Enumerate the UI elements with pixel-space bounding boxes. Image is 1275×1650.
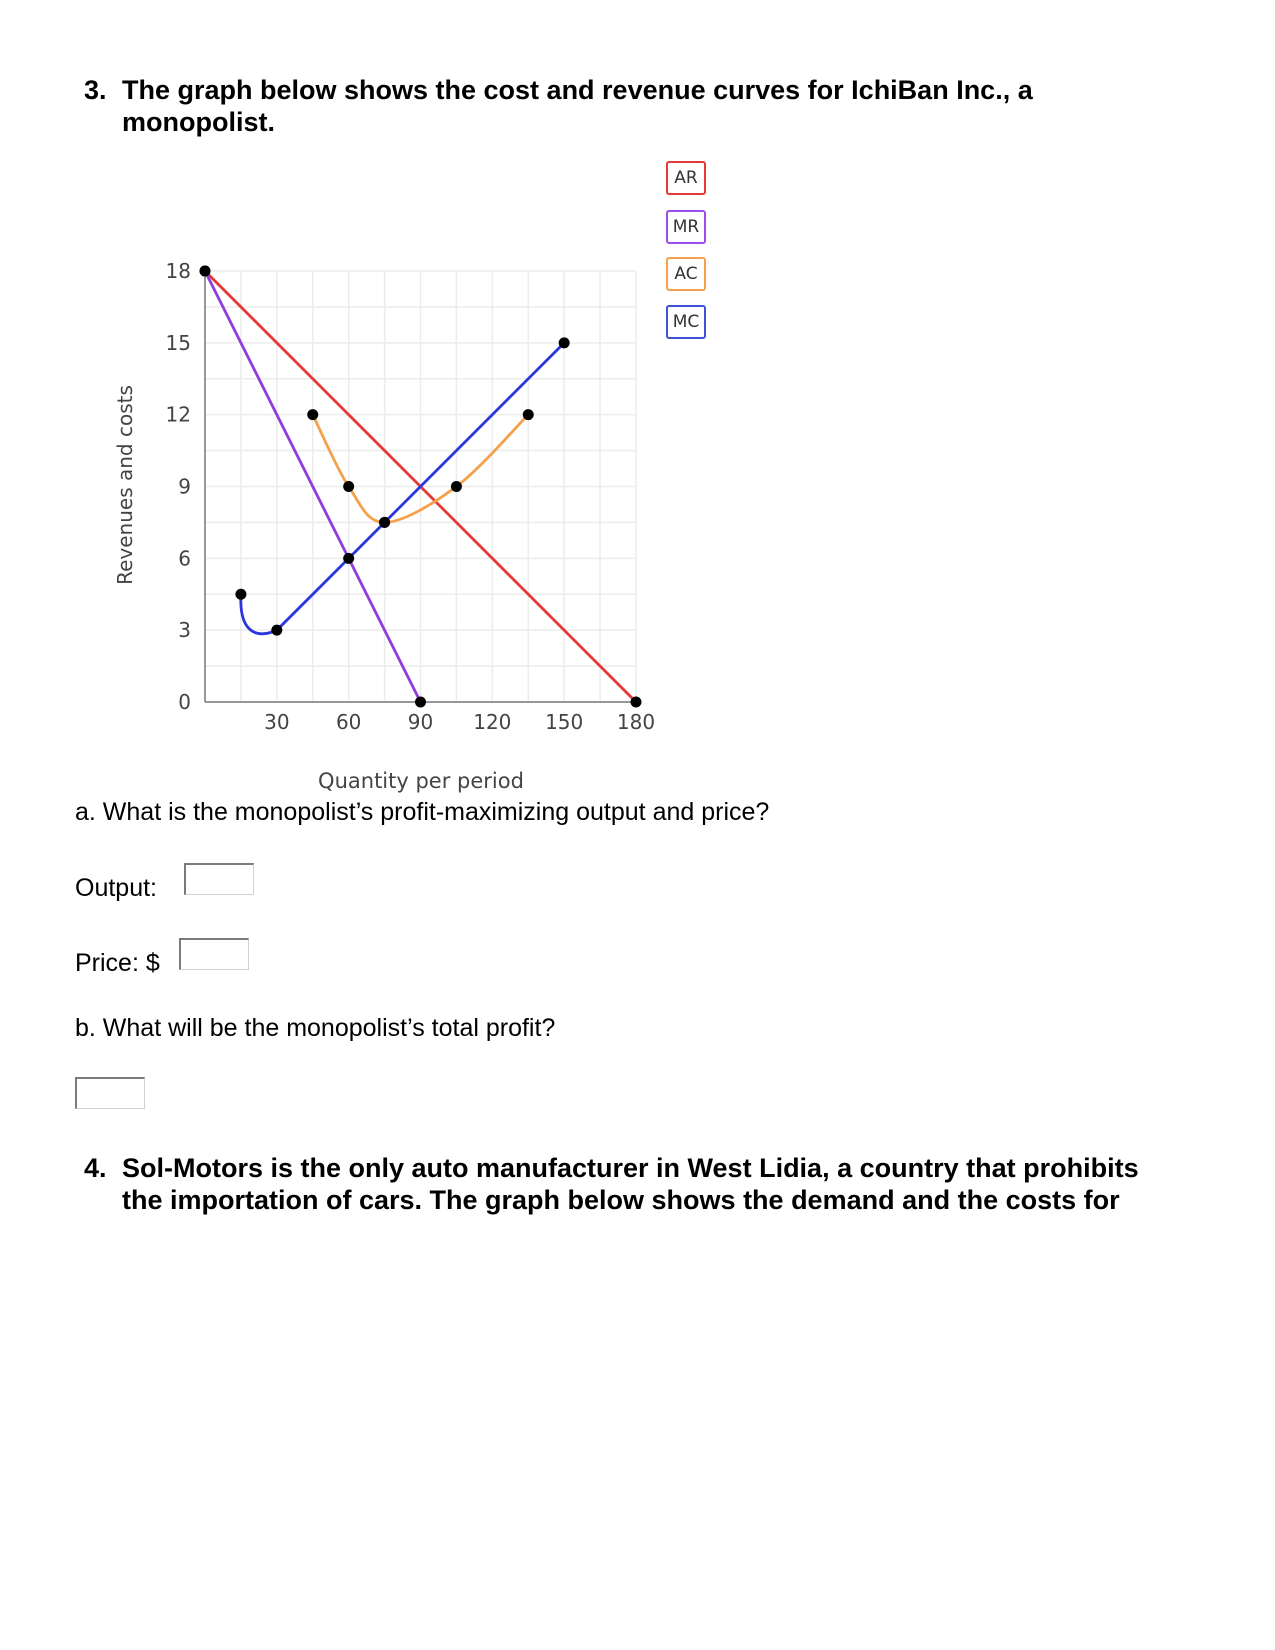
cost-revenue-chart [0,0,1275,800]
x-axis-label: Quantity per period [318,769,524,793]
y-tick-label: 3 [178,618,191,643]
x-tick-label: 120 [473,710,512,734]
data-point-ac [307,409,318,420]
question-text: Sol-Motors is the only auto manufacturer in West Lidia, a country that prohibits the importation of cars. The graph below shows the demand and the costs for [122,1153,1139,1215]
data-point-ac [343,481,354,492]
question-text: The graph below shows the cost and revenue curves for IchiBan Inc., a monopolist. [122,75,1033,137]
data-point-mr [200,266,211,277]
y-tick-label: 6 [178,546,191,571]
legend-ac[interactable]: AC [666,257,706,291]
data-point-ac [451,481,462,492]
legend-mc[interactable]: MC [666,305,706,339]
data-point-mc [235,589,246,600]
x-tick-label: 150 [545,710,584,734]
output-label: Output: [75,874,157,902]
question-3a-prompt: a. What is the monopolist’s profit-maximizing output and price? [75,798,770,826]
profit-input[interactable] [75,1077,145,1109]
y-tick-label: 0 [178,690,191,714]
question-3b-prompt: b. What will be the monopolist’s total profit? [75,1014,556,1042]
data-point-mc [271,625,282,636]
series-line-mc [241,343,564,634]
x-tick-label: 90 [407,710,434,734]
y-tick-label: 15 [165,330,191,355]
y-tick-label: 12 [165,402,191,427]
data-point-mc [343,553,354,564]
price-label: Price: $ [75,949,160,977]
y-tick-label: 9 [178,474,191,499]
y-axis-label: Revenues and costs [113,385,137,585]
question-number: 4. [84,1153,107,1183]
question-number: 3. [84,75,107,105]
y-tick-label: 18 [165,259,191,283]
legend-ar[interactable]: AR [666,161,706,195]
data-point-mc [379,517,390,528]
legend-mr[interactable]: MR [666,210,706,244]
data-point-ac [523,409,534,420]
x-tick-label: 60 [335,710,362,734]
question-4-title [84,1152,1184,1216]
output-input[interactable] [184,863,254,895]
data-point-mc [559,337,570,348]
x-tick-label: 30 [264,710,290,734]
data-point-mr [415,697,426,708]
price-input[interactable] [179,938,249,970]
x-tick-label: 180 [616,710,656,734]
data-point-ar [631,697,642,708]
